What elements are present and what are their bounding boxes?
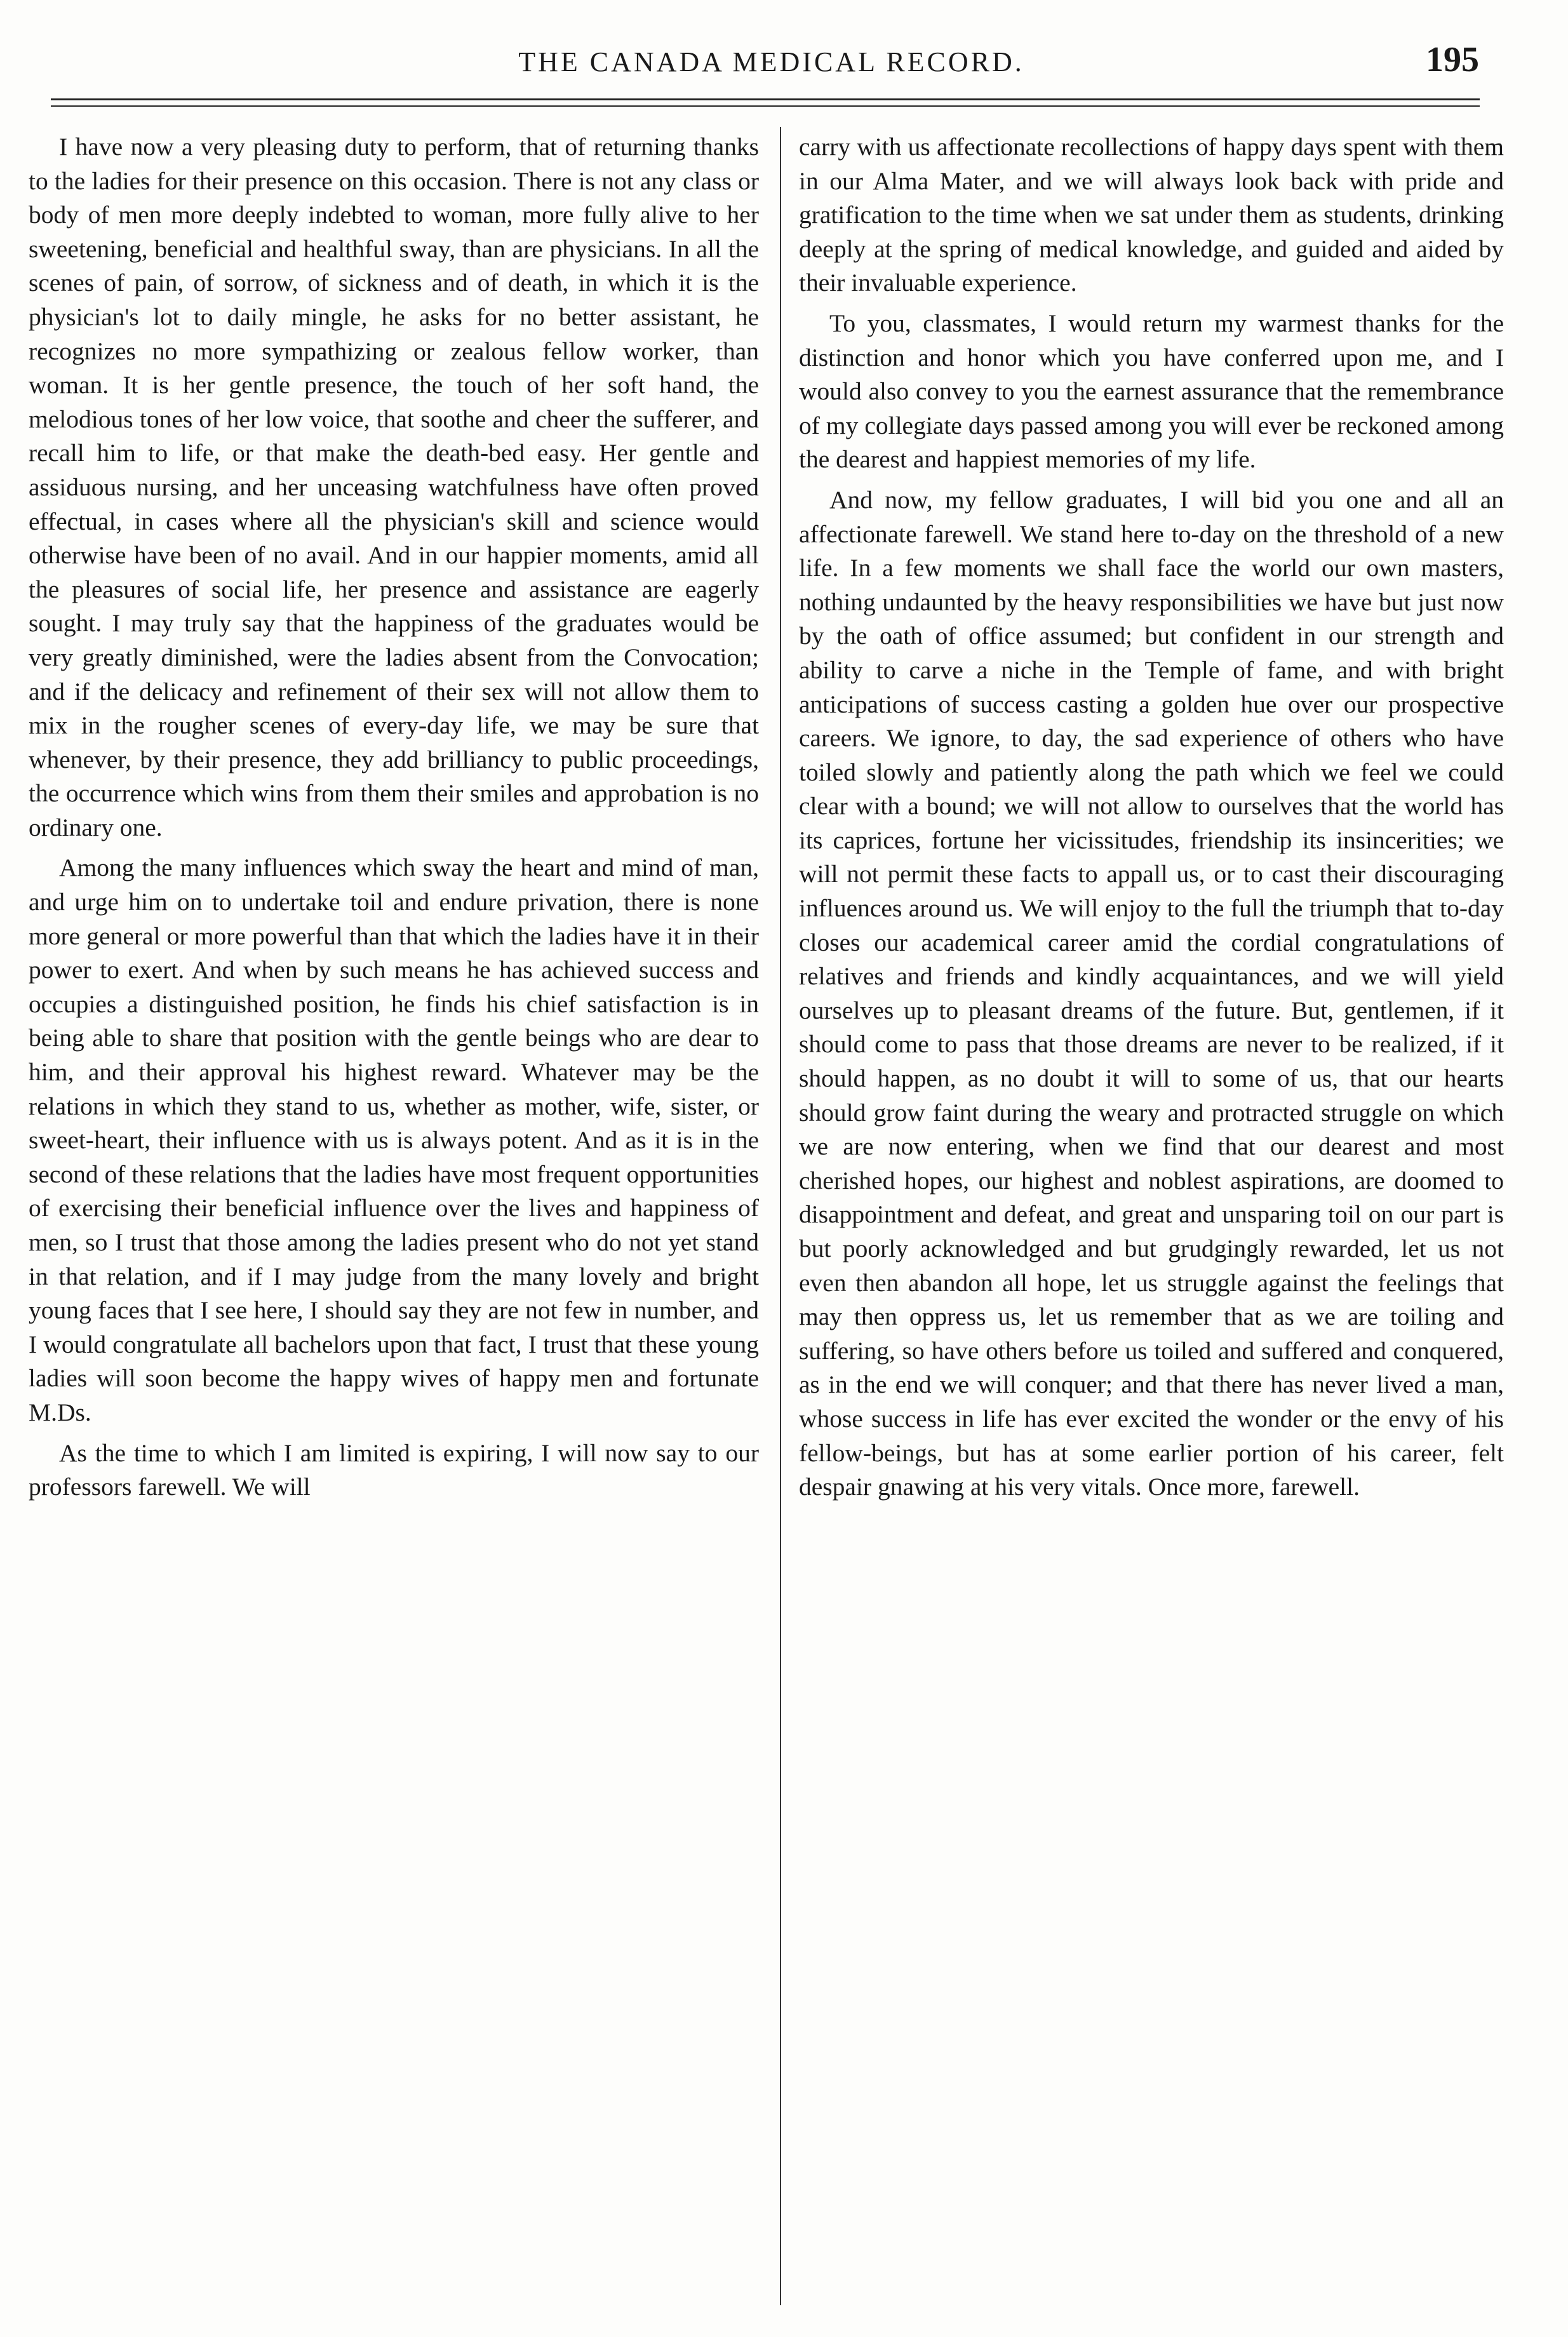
- page-number: 195: [1426, 40, 1479, 79]
- journal-title: THE CANADA MEDICAL RECORD.: [518, 46, 1024, 77]
- left-column: [29, 130, 759, 1511]
- paragraph-graduates-farewell: And now, my fellow graduates, I will bid you one and all an affectionate farewell. We stand here to-day on the threshold of a new life. In a few moments we shall face the world our own masters, nothing undaunted by the heavy responsibilities we have but just now by the oath of office assumed; but confident in our strength and ability to carve a niche in the Temple of fame, and with bright anticipations of success casting a golden hue over our prospective careers. We ignore, to day, the sad experience of others who have toiled slowly and patiently along the path which we feel we could clear with a bound; we will not allow to ourselves that the world has its caprices, fortune her vicissitudes, friendship its insincerities; we will not permit these facts to appall us, or to cast their discouraging influences around us. We will enjoy to the full the triumph that to-day closes our academical career amid the cordial congratulations of relatives and friends and kindly acquaintances, and we will yield ourselves up to pleasant dreams of the future. But, gentlemen, if it should come to pass that those dreams are never to be realized, if it should happen, as no doubt it will to some of us, that our hearts should grow faint during the weary and protracted struggle on which we are now entering, when we find that our dearest and most cherished hopes, our highest and noblest aspirations, are doomed to disappointment and defeat, and great and unsparing toil on our part is but poorly acknowledged and but grudgingly rewarded, let us not even then abandon all hope, let us struggle against the feelings that may then oppress us, let us remember that as we are toiling and suffering, so have others before us toiled and suffered and conquered, as in the end we will conquer; and that there has never lived a man, whose success in life has ever excited the wonder or the envy of his fellow-beings, but has at some earlier portion of his career, felt despair gnawing at his very vitals. Once more, farewell.: [799, 485, 1504, 1501]
- header-rule-top: [51, 98, 1480, 100]
- paragraph-professors-farewell: As the time to which I am limited is expiring, I will now say to our professors farewell. We will: [29, 1438, 759, 1501]
- right-column: [799, 130, 1504, 1511]
- column-divider: [780, 127, 781, 2305]
- paragraph-alma-mater: carry with us affectionate recollections of happy days spent with them in our Alma Mater, and we will always look back with pride and gratification to the time when we sat under them as students, drinking deeply at the spring of medical knowledge, and guided and aided by their invaluable experience.: [799, 133, 1504, 297]
- header-rule-bottom: [51, 105, 1480, 107]
- running-header: [57, 39, 1485, 84]
- paragraph-influences: Among the many influences which sway the heart and mind of man, and urge him on to undertake toil and endure privation, there is none more general or more powerful than that which the ladies have it in their power to exert. And when by such means he has achieved success and occupies a distinguished position, he finds his chief satisfaction is in being able to share that position with the gentle beings who are dear to him, and their approval his highest reward. Whatever may be the relations in which they stand to us, whether as mother, wife, sister, or sweet-heart, their influence with us is always potent. And as it is in the second of these relations that the ladies have most frequent opportunities of exercising their beneficial influence over the lives and happiness of men, so I trust that those among the ladies present who do not yet stand in that relation, and if I may judge from the many lovely and bright young faces that I see here, I should say they are not few in number, and I would congratulate all bachelors upon that fact, I trust that these young ladies will soon become the happy wives of happy men and fortunate M.Ds.: [29, 854, 759, 1426]
- paragraph-ladies-thanks: I have now a very pleasing duty to perform, that of returning thanks to the ladies for their presence on this occasion. There is not any class or body of men more deeply indebted to woman, more fully alive to her sweetening, beneficial and healthful sway, than are physicians. In all the scenes of pain, of sorrow, of sickness and of death, in which it is the physician's lot to daily mingle, he asks for no better assistant, he recognizes no more sympathizing or zealous fellow worker, than woman. It is her gentle presence, the touch of her soft hand, the melodious tones of her low voice, that soothe and cheer the sufferer, and recall him to life, or that make the death-bed easy. Her gentle and assiduous nursing, and her unceasing watchfulness have often proved effectual, in cases where all the physician's skill and science would otherwise have been of no avail. And in our happier moments, amid all the pleasures of social life, her presence and assistance are eagerly sought. I may truly say that the happiness of the graduates would be very greatly diminished, were the ladies absent from the Convocation; and if the delicacy and refinement of their sex will not allow them to mix in the rougher scenes of every-day life, we may be sure that whenever, by their presence, they add brilliancy to public proceedings, the occurrence which wins from them their smiles and approbation is no ordinary one.: [29, 133, 759, 841]
- paragraph-classmates: To you, classmates, I would return my warmest thanks for the distinction and honor which you have conferred upon me, and I would also convey to you the earnest assurance that the remembrance of my collegiate days passed among you will ever be reckoned among the dearest and happiest memories of my life.: [799, 309, 1504, 474]
